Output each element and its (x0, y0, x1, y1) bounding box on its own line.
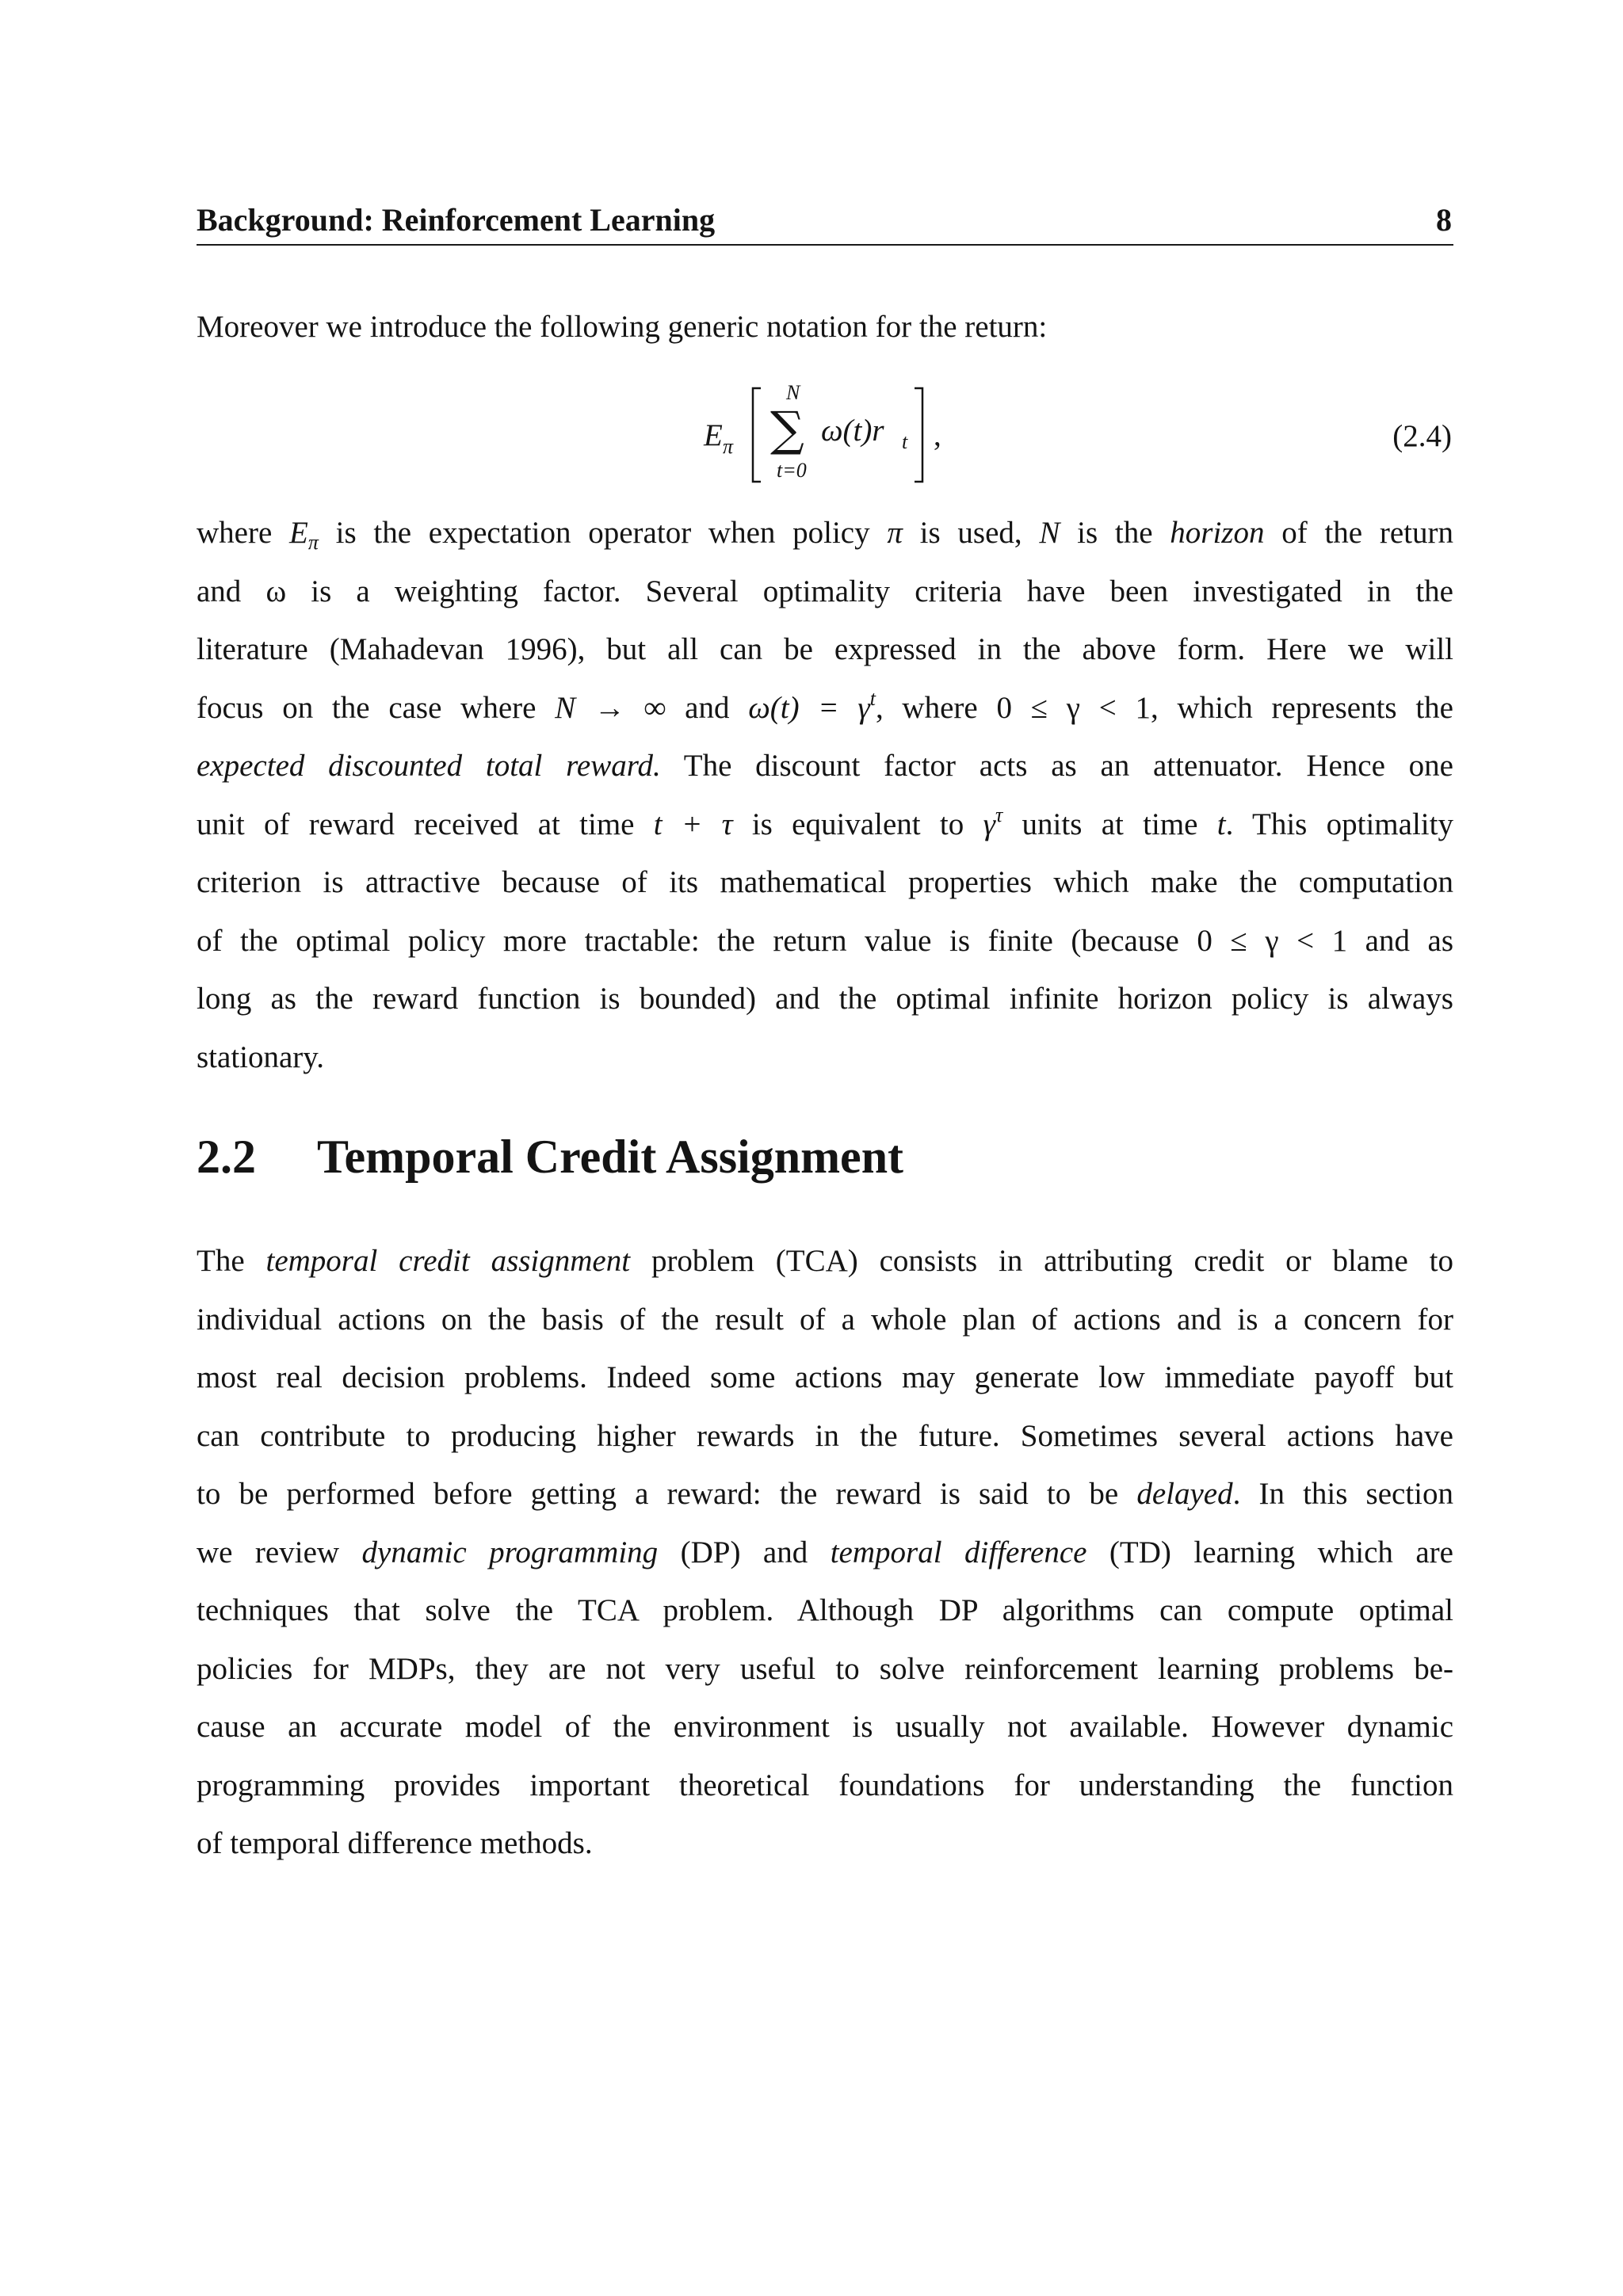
eq-sum-sigma: ∑ (770, 402, 804, 457)
text-line: literature (Mahadevan 1996), but all can be expressed in the above form. Here we will (197, 632, 1453, 666)
eq-right-bracket (915, 388, 922, 482)
eq-expectation-sub: π (723, 435, 734, 458)
equation-2-4 (197, 377, 1453, 488)
text-line: cause an accurate model of the environment is usually not available. However dynamic (197, 1710, 1453, 1744)
section-title: Temporal Credit Assignment (317, 1131, 904, 1183)
section-heading (197, 1130, 903, 1184)
paragraph-tca (197, 1232, 1453, 1873)
text-line: focus on the case where N → ∞ and $\omega(t) = \gamma^t$, where 0 ≤ γ < 1, which represents the (197, 686, 1453, 725)
eq-sum-lower: t=0 (777, 459, 807, 482)
running-header (197, 201, 1453, 246)
text-line: to be performed before getting a reward: the reward is said to be delayed. In this section (197, 1477, 1454, 1511)
text-line: programming provides important theoretical foundations for understanding the function (197, 1768, 1453, 1802)
eq-trailing-comma: , (934, 418, 941, 452)
text-line: unit of reward received at time t + τ is equivalent to $\gamma^\tau$ units at time t. This optimality (197, 803, 1453, 841)
eq-left-bracket (753, 388, 761, 482)
text-line: expected discounted total reward. The discount factor acts as an attenuator. Hence one (197, 749, 1453, 783)
text-line: criterion is attractive because of its mathematical properties which make the computation (197, 865, 1453, 899)
text-line: techniques that solve the TCA problem. Although DP algorithms can compute optimal (197, 1593, 1453, 1627)
eq-expectation: E (704, 418, 723, 452)
equation-number: (2.4) (1392, 419, 1452, 453)
text-line: of the optimal policy more tractable: the return value is finite (because 0 ≤ γ < 1 and as (197, 923, 1453, 958)
text-line: of temporal difference methods. (197, 1826, 593, 1860)
text-line: and ω is a weighting factor. Several optimality criteria have been investigated in the (197, 574, 1453, 608)
eq-summand: ω(t)r (821, 414, 884, 448)
text-line: policies for MDPs, they are not very useful to solve reinforcement learning problems be- (197, 1651, 1453, 1686)
text-line: we review dynamic programming (DP) and temporal difference (TD) learning which are (197, 1535, 1453, 1569)
text-line: individual actions on the basis of the result of a whole plan of actions and is a concern for (197, 1302, 1453, 1337)
text-line: most real decision problems. Indeed some actions may generate low immediate payoff but (197, 1360, 1453, 1394)
section-number: 2.2 (197, 1131, 256, 1183)
header-title: Background: Reinforcement Learning (197, 202, 716, 238)
text-line: where $E_\pi$ is the expectation operator when policy π is used, N is the horizon of the return (197, 516, 1453, 554)
equation-formula (197, 377, 1453, 488)
paragraph-return-notation (197, 504, 1453, 1086)
text-line: The temporal credit assignment problem (TCA) consists in attributing credit or blame to (197, 1244, 1453, 1278)
intro-sentence: Moreover we introduce the following generic notation for the return: (197, 310, 1048, 344)
page-number: 8 (1436, 202, 1452, 238)
text-line: stationary. (197, 1039, 325, 1074)
eq-summand-sub: t (902, 430, 908, 453)
eq-sum-upper: N (786, 381, 800, 404)
text-line: can contribute to producing higher rewards in the future. Sometimes several actions have (197, 1418, 1453, 1453)
text-line: long as the reward function is bounded) and the optimal infinite horizon policy is always (197, 982, 1453, 1016)
